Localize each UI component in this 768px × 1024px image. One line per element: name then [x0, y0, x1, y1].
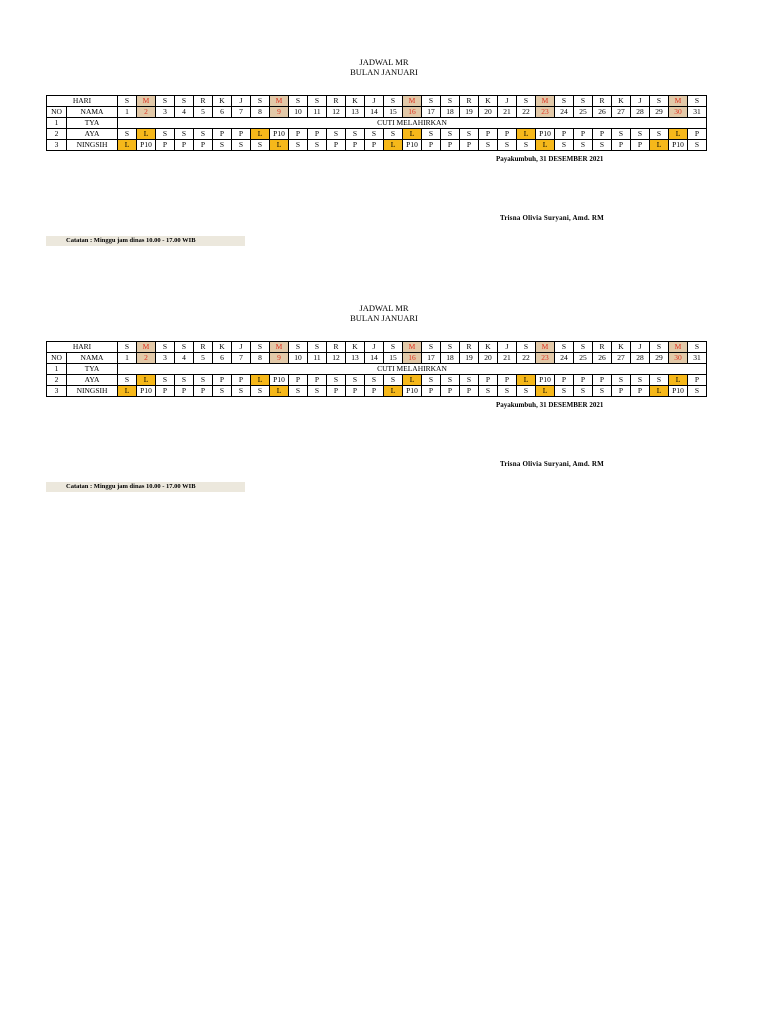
leave-note: CUTI MELAHIRKAN: [118, 118, 707, 129]
shift-cell: S: [555, 386, 574, 397]
shift-cell: P10: [669, 140, 688, 151]
shift-cell: P10: [669, 386, 688, 397]
date-cell: 27: [612, 107, 631, 118]
staff-name: NINGSIH: [67, 386, 118, 397]
shift-cell: P: [631, 386, 650, 397]
date-cell: 3: [156, 353, 175, 364]
shift-cell: S: [251, 140, 270, 151]
day-name-cell: J: [498, 96, 517, 107]
shift-cell: S: [612, 129, 631, 140]
date-cell: 30: [669, 353, 688, 364]
shift-cell: S: [460, 375, 479, 386]
day-name-cell: J: [631, 96, 650, 107]
place-date: Payakumbuh, 31 DESEMBER 2021: [496, 155, 604, 163]
shift-cell: S: [327, 129, 346, 140]
shift-cell: S: [555, 140, 574, 151]
day-name-cell: J: [365, 342, 384, 353]
shift-cell: P: [156, 140, 175, 151]
date-cell: 10: [289, 353, 308, 364]
date-cell: 17: [422, 107, 441, 118]
staff-no: 1: [47, 118, 67, 129]
shift-cell: S: [688, 140, 707, 151]
shift-cell: P: [460, 140, 479, 151]
no-label: NO: [47, 353, 67, 364]
day-name-cell: M: [137, 342, 156, 353]
date-cell: 12: [327, 353, 346, 364]
shift-cell: P: [631, 140, 650, 151]
day-name-cell: M: [137, 96, 156, 107]
date-cell: 31: [688, 107, 707, 118]
shift-cell: P: [593, 375, 612, 386]
shift-cell: S: [479, 140, 498, 151]
date-cell: 17: [422, 353, 441, 364]
shift-cell: S: [384, 129, 403, 140]
date-cell: 26: [593, 353, 612, 364]
date-cell: 25: [574, 107, 593, 118]
shift-cell: P: [289, 129, 308, 140]
nama-label: NAMA: [67, 353, 118, 364]
date-cell: 10: [289, 107, 308, 118]
shift-cell: S: [593, 140, 612, 151]
day-name-cell: S: [175, 96, 194, 107]
staff-no: 1: [47, 364, 67, 375]
shift-cell: P: [688, 129, 707, 140]
day-name-cell: S: [422, 342, 441, 353]
date-cell: 2: [137, 353, 156, 364]
shift-cell: S: [631, 129, 650, 140]
date-cell: 7: [232, 107, 251, 118]
shift-cell: P: [498, 375, 517, 386]
hari-label: HARI: [47, 342, 118, 353]
date-cell: 8: [251, 107, 270, 118]
date-row: [47, 353, 707, 364]
staff-row: [47, 375, 707, 386]
shift-cell: S: [650, 129, 669, 140]
shift-cell: S: [650, 375, 669, 386]
date-cell: 26: [593, 107, 612, 118]
shift-cell: S: [688, 386, 707, 397]
day-name-cell: R: [593, 96, 612, 107]
date-cell: 6: [213, 107, 232, 118]
date-cell: 21: [498, 107, 517, 118]
shift-cell: S: [574, 140, 593, 151]
day-name-cell: S: [251, 96, 270, 107]
hari-label: HARI: [47, 96, 118, 107]
date-cell: 29: [650, 107, 669, 118]
day-name-row: [47, 96, 707, 107]
shift-cell: P: [175, 386, 194, 397]
date-cell: 13: [346, 353, 365, 364]
date-cell: 31: [688, 353, 707, 364]
shift-cell: S: [498, 386, 517, 397]
day-name-cell: M: [536, 96, 555, 107]
shift-cell: P10: [137, 386, 156, 397]
staff-name: AYA: [67, 129, 118, 140]
shift-cell: P: [688, 375, 707, 386]
date-cell: 18: [441, 107, 460, 118]
shift-cell: P: [327, 140, 346, 151]
shift-cell: S: [175, 375, 194, 386]
date-cell: 9: [270, 353, 289, 364]
day-name-cell: S: [175, 342, 194, 353]
shift-cell: S: [517, 386, 536, 397]
day-name-cell: S: [156, 342, 175, 353]
shift-cell: P: [194, 140, 213, 151]
day-name-cell: M: [669, 96, 688, 107]
shift-cell: S: [194, 375, 213, 386]
no-label: NO: [47, 107, 67, 118]
shift-cell: P: [498, 129, 517, 140]
date-cell: 16: [403, 353, 422, 364]
schedule-block-2: [0, 304, 768, 544]
shift-cell: P10: [270, 129, 289, 140]
shift-cell: P10: [270, 375, 289, 386]
shift-cell: P: [213, 129, 232, 140]
shift-cell: P10: [403, 140, 422, 151]
shift-cell: L: [669, 375, 688, 386]
shift-cell: P10: [137, 140, 156, 151]
shift-cell: P: [232, 375, 251, 386]
date-cell: 4: [175, 353, 194, 364]
shift-cell: S: [460, 129, 479, 140]
day-name-cell: R: [460, 342, 479, 353]
date-cell: 28: [631, 107, 650, 118]
shift-cell: P: [574, 375, 593, 386]
shift-cell: P: [479, 375, 498, 386]
shift-cell: L: [403, 129, 422, 140]
date-cell: 18: [441, 353, 460, 364]
day-name-row: [47, 342, 707, 353]
day-name-cell: S: [156, 96, 175, 107]
shift-cell: P: [422, 140, 441, 151]
day-name-cell: M: [403, 96, 422, 107]
shift-cell: P: [441, 386, 460, 397]
day-name-cell: S: [289, 96, 308, 107]
date-cell: 1: [118, 353, 137, 364]
shift-cell: P: [289, 375, 308, 386]
day-name-cell: S: [574, 96, 593, 107]
shift-cell: S: [365, 375, 384, 386]
day-name-cell: R: [460, 96, 479, 107]
shift-cell: S: [422, 375, 441, 386]
day-name-cell: S: [688, 342, 707, 353]
staff-name: TYA: [67, 364, 118, 375]
shift-cell: P: [479, 129, 498, 140]
date-cell: 28: [631, 353, 650, 364]
shift-cell: S: [498, 140, 517, 151]
date-cell: 3: [156, 107, 175, 118]
staff-row: [47, 118, 707, 129]
day-name-cell: J: [631, 342, 650, 353]
day-name-cell: J: [232, 96, 251, 107]
leave-note: CUTI MELAHIRKAN: [118, 364, 707, 375]
date-cell: 2: [137, 107, 156, 118]
date-cell: 16: [403, 107, 422, 118]
staff-name: AYA: [67, 375, 118, 386]
shift-cell: L: [251, 375, 270, 386]
date-cell: 4: [175, 107, 194, 118]
shift-cell: S: [631, 375, 650, 386]
staff-row: [47, 129, 707, 140]
date-cell: 24: [555, 353, 574, 364]
shift-cell: P: [422, 386, 441, 397]
date-row: [47, 107, 707, 118]
note-strip: Catatan : Minggu jam dinas 10.00 - 17.00 WIB: [46, 236, 245, 246]
shift-cell: S: [479, 386, 498, 397]
shift-cell: S: [308, 140, 327, 151]
shift-cell: S: [289, 386, 308, 397]
date-cell: 20: [479, 353, 498, 364]
date-cell: 11: [308, 107, 327, 118]
day-name-cell: S: [308, 96, 327, 107]
day-name-cell: K: [479, 342, 498, 353]
day-name-cell: J: [498, 342, 517, 353]
shift-cell: L: [517, 375, 536, 386]
day-name-cell: S: [555, 96, 574, 107]
shift-cell: S: [346, 129, 365, 140]
date-cell: 5: [194, 353, 213, 364]
schedule-table: [46, 95, 707, 151]
day-name-cell: S: [650, 342, 669, 353]
shift-cell: P: [612, 386, 631, 397]
shift-cell: P10: [403, 386, 422, 397]
shift-cell: S: [156, 375, 175, 386]
day-name-cell: K: [346, 96, 365, 107]
shift-cell: P: [555, 129, 574, 140]
day-name-cell: R: [327, 342, 346, 353]
shift-cell: S: [118, 375, 137, 386]
shift-cell: L: [118, 386, 137, 397]
day-name-cell: S: [384, 342, 403, 353]
shift-cell: P: [441, 140, 460, 151]
shift-cell: P: [612, 140, 631, 151]
day-name-cell: M: [403, 342, 422, 353]
day-name-cell: S: [517, 96, 536, 107]
shift-cell: S: [118, 129, 137, 140]
date-cell: 8: [251, 353, 270, 364]
shift-cell: L: [270, 386, 289, 397]
day-name-cell: M: [669, 342, 688, 353]
shift-cell: S: [156, 129, 175, 140]
date-cell: 19: [460, 353, 479, 364]
shift-cell: S: [213, 140, 232, 151]
shift-cell: S: [327, 375, 346, 386]
signatory-name: Trisna Olivia Suryani, Amd. RM: [500, 214, 604, 222]
staff-no: 3: [47, 386, 67, 397]
shift-cell: L: [270, 140, 289, 151]
shift-cell: S: [346, 375, 365, 386]
date-cell: 14: [365, 353, 384, 364]
place-date: Payakumbuh, 31 DESEMBER 2021: [496, 401, 604, 409]
day-name-cell: J: [232, 342, 251, 353]
date-cell: 21: [498, 353, 517, 364]
shift-cell: P: [213, 375, 232, 386]
day-name-cell: S: [574, 342, 593, 353]
staff-no: 3: [47, 140, 67, 151]
date-cell: 6: [213, 353, 232, 364]
day-name-cell: R: [194, 96, 213, 107]
day-name-cell: S: [308, 342, 327, 353]
date-cell: 30: [669, 107, 688, 118]
date-cell: 27: [612, 353, 631, 364]
date-cell: 19: [460, 107, 479, 118]
shift-cell: P: [346, 386, 365, 397]
note-strip: Catatan : Minggu jam dinas 10.00 - 17.00 WIB: [46, 482, 245, 492]
day-name-cell: M: [270, 96, 289, 107]
date-cell: 25: [574, 353, 593, 364]
shift-cell: L: [118, 140, 137, 151]
date-cell: 13: [346, 107, 365, 118]
shift-cell: P: [593, 129, 612, 140]
staff-row: [47, 386, 707, 397]
schedule-subtitle: BULAN JANUARI: [350, 67, 418, 77]
day-name-cell: S: [688, 96, 707, 107]
date-cell: 24: [555, 107, 574, 118]
shift-cell: S: [612, 375, 631, 386]
date-cell: 22: [517, 353, 536, 364]
staff-row: [47, 364, 707, 375]
shift-cell: P: [346, 140, 365, 151]
shift-cell: S: [365, 129, 384, 140]
day-name-cell: K: [213, 342, 232, 353]
schedule-title: JADWAL MR: [359, 57, 409, 67]
shift-cell: L: [403, 375, 422, 386]
date-cell: 11: [308, 353, 327, 364]
shift-cell: S: [574, 386, 593, 397]
shift-cell: S: [441, 375, 460, 386]
day-name-cell: S: [555, 342, 574, 353]
shift-cell: P: [156, 386, 175, 397]
shift-cell: L: [669, 129, 688, 140]
day-name-cell: S: [289, 342, 308, 353]
signatory-name: Trisna Olivia Suryani, Amd. RM: [500, 460, 604, 468]
shift-cell: P: [194, 386, 213, 397]
day-name-cell: S: [384, 96, 403, 107]
schedule-block-1: [0, 58, 768, 298]
shift-cell: P10: [536, 375, 555, 386]
schedule-subtitle: BULAN JANUARI: [350, 313, 418, 323]
day-name-cell: S: [118, 342, 137, 353]
day-name-cell: S: [650, 96, 669, 107]
staff-name: NINGSIH: [67, 140, 118, 151]
day-name-cell: K: [213, 96, 232, 107]
shift-cell: P: [574, 129, 593, 140]
shift-cell: L: [650, 386, 669, 397]
shift-cell: S: [289, 140, 308, 151]
date-cell: 15: [384, 353, 403, 364]
day-name-cell: R: [593, 342, 612, 353]
shift-cell: L: [384, 386, 403, 397]
day-name-cell: S: [422, 96, 441, 107]
shift-cell: S: [441, 129, 460, 140]
shift-cell: P: [365, 386, 384, 397]
staff-name: TYA: [67, 118, 118, 129]
day-name-cell: S: [441, 96, 460, 107]
day-name-cell: S: [118, 96, 137, 107]
day-name-cell: S: [441, 342, 460, 353]
date-cell: 22: [517, 107, 536, 118]
date-cell: 23: [536, 107, 555, 118]
shift-cell: P: [460, 386, 479, 397]
day-name-cell: K: [612, 96, 631, 107]
day-name-cell: S: [517, 342, 536, 353]
shift-cell: S: [194, 129, 213, 140]
date-cell: 7: [232, 353, 251, 364]
shift-cell: S: [175, 129, 194, 140]
day-name-cell: K: [612, 342, 631, 353]
staff-no: 2: [47, 129, 67, 140]
day-name-cell: M: [270, 342, 289, 353]
shift-cell: L: [137, 375, 156, 386]
day-name-cell: M: [536, 342, 555, 353]
date-cell: 29: [650, 353, 669, 364]
shift-cell: P: [308, 375, 327, 386]
shift-cell: P: [327, 386, 346, 397]
shift-cell: P: [308, 129, 327, 140]
nama-label: NAMA: [67, 107, 118, 118]
shift-cell: P: [555, 375, 574, 386]
date-cell: 1: [118, 107, 137, 118]
shift-cell: S: [517, 140, 536, 151]
day-name-cell: J: [365, 96, 384, 107]
day-name-cell: R: [194, 342, 213, 353]
shift-cell: S: [422, 129, 441, 140]
shift-cell: L: [536, 386, 555, 397]
day-name-cell: S: [251, 342, 270, 353]
shift-cell: L: [384, 140, 403, 151]
staff-row: [47, 140, 707, 151]
shift-cell: S: [213, 386, 232, 397]
date-cell: 12: [327, 107, 346, 118]
shift-cell: P10: [536, 129, 555, 140]
shift-cell: L: [517, 129, 536, 140]
shift-cell: S: [593, 386, 612, 397]
date-cell: 15: [384, 107, 403, 118]
schedule-table: [46, 341, 707, 397]
shift-cell: S: [251, 386, 270, 397]
shift-cell: L: [137, 129, 156, 140]
shift-cell: S: [308, 386, 327, 397]
date-cell: 14: [365, 107, 384, 118]
shift-cell: P: [175, 140, 194, 151]
day-name-cell: K: [346, 342, 365, 353]
shift-cell: L: [251, 129, 270, 140]
staff-no: 2: [47, 375, 67, 386]
day-name-cell: R: [327, 96, 346, 107]
schedule-title: JADWAL MR: [359, 303, 409, 313]
shift-cell: S: [232, 140, 251, 151]
shift-cell: S: [232, 386, 251, 397]
shift-cell: L: [536, 140, 555, 151]
date-cell: 9: [270, 107, 289, 118]
shift-cell: P: [365, 140, 384, 151]
date-cell: 5: [194, 107, 213, 118]
date-cell: 23: [536, 353, 555, 364]
date-cell: 20: [479, 107, 498, 118]
shift-cell: P: [232, 129, 251, 140]
shift-cell: S: [384, 375, 403, 386]
day-name-cell: K: [479, 96, 498, 107]
shift-cell: L: [650, 140, 669, 151]
